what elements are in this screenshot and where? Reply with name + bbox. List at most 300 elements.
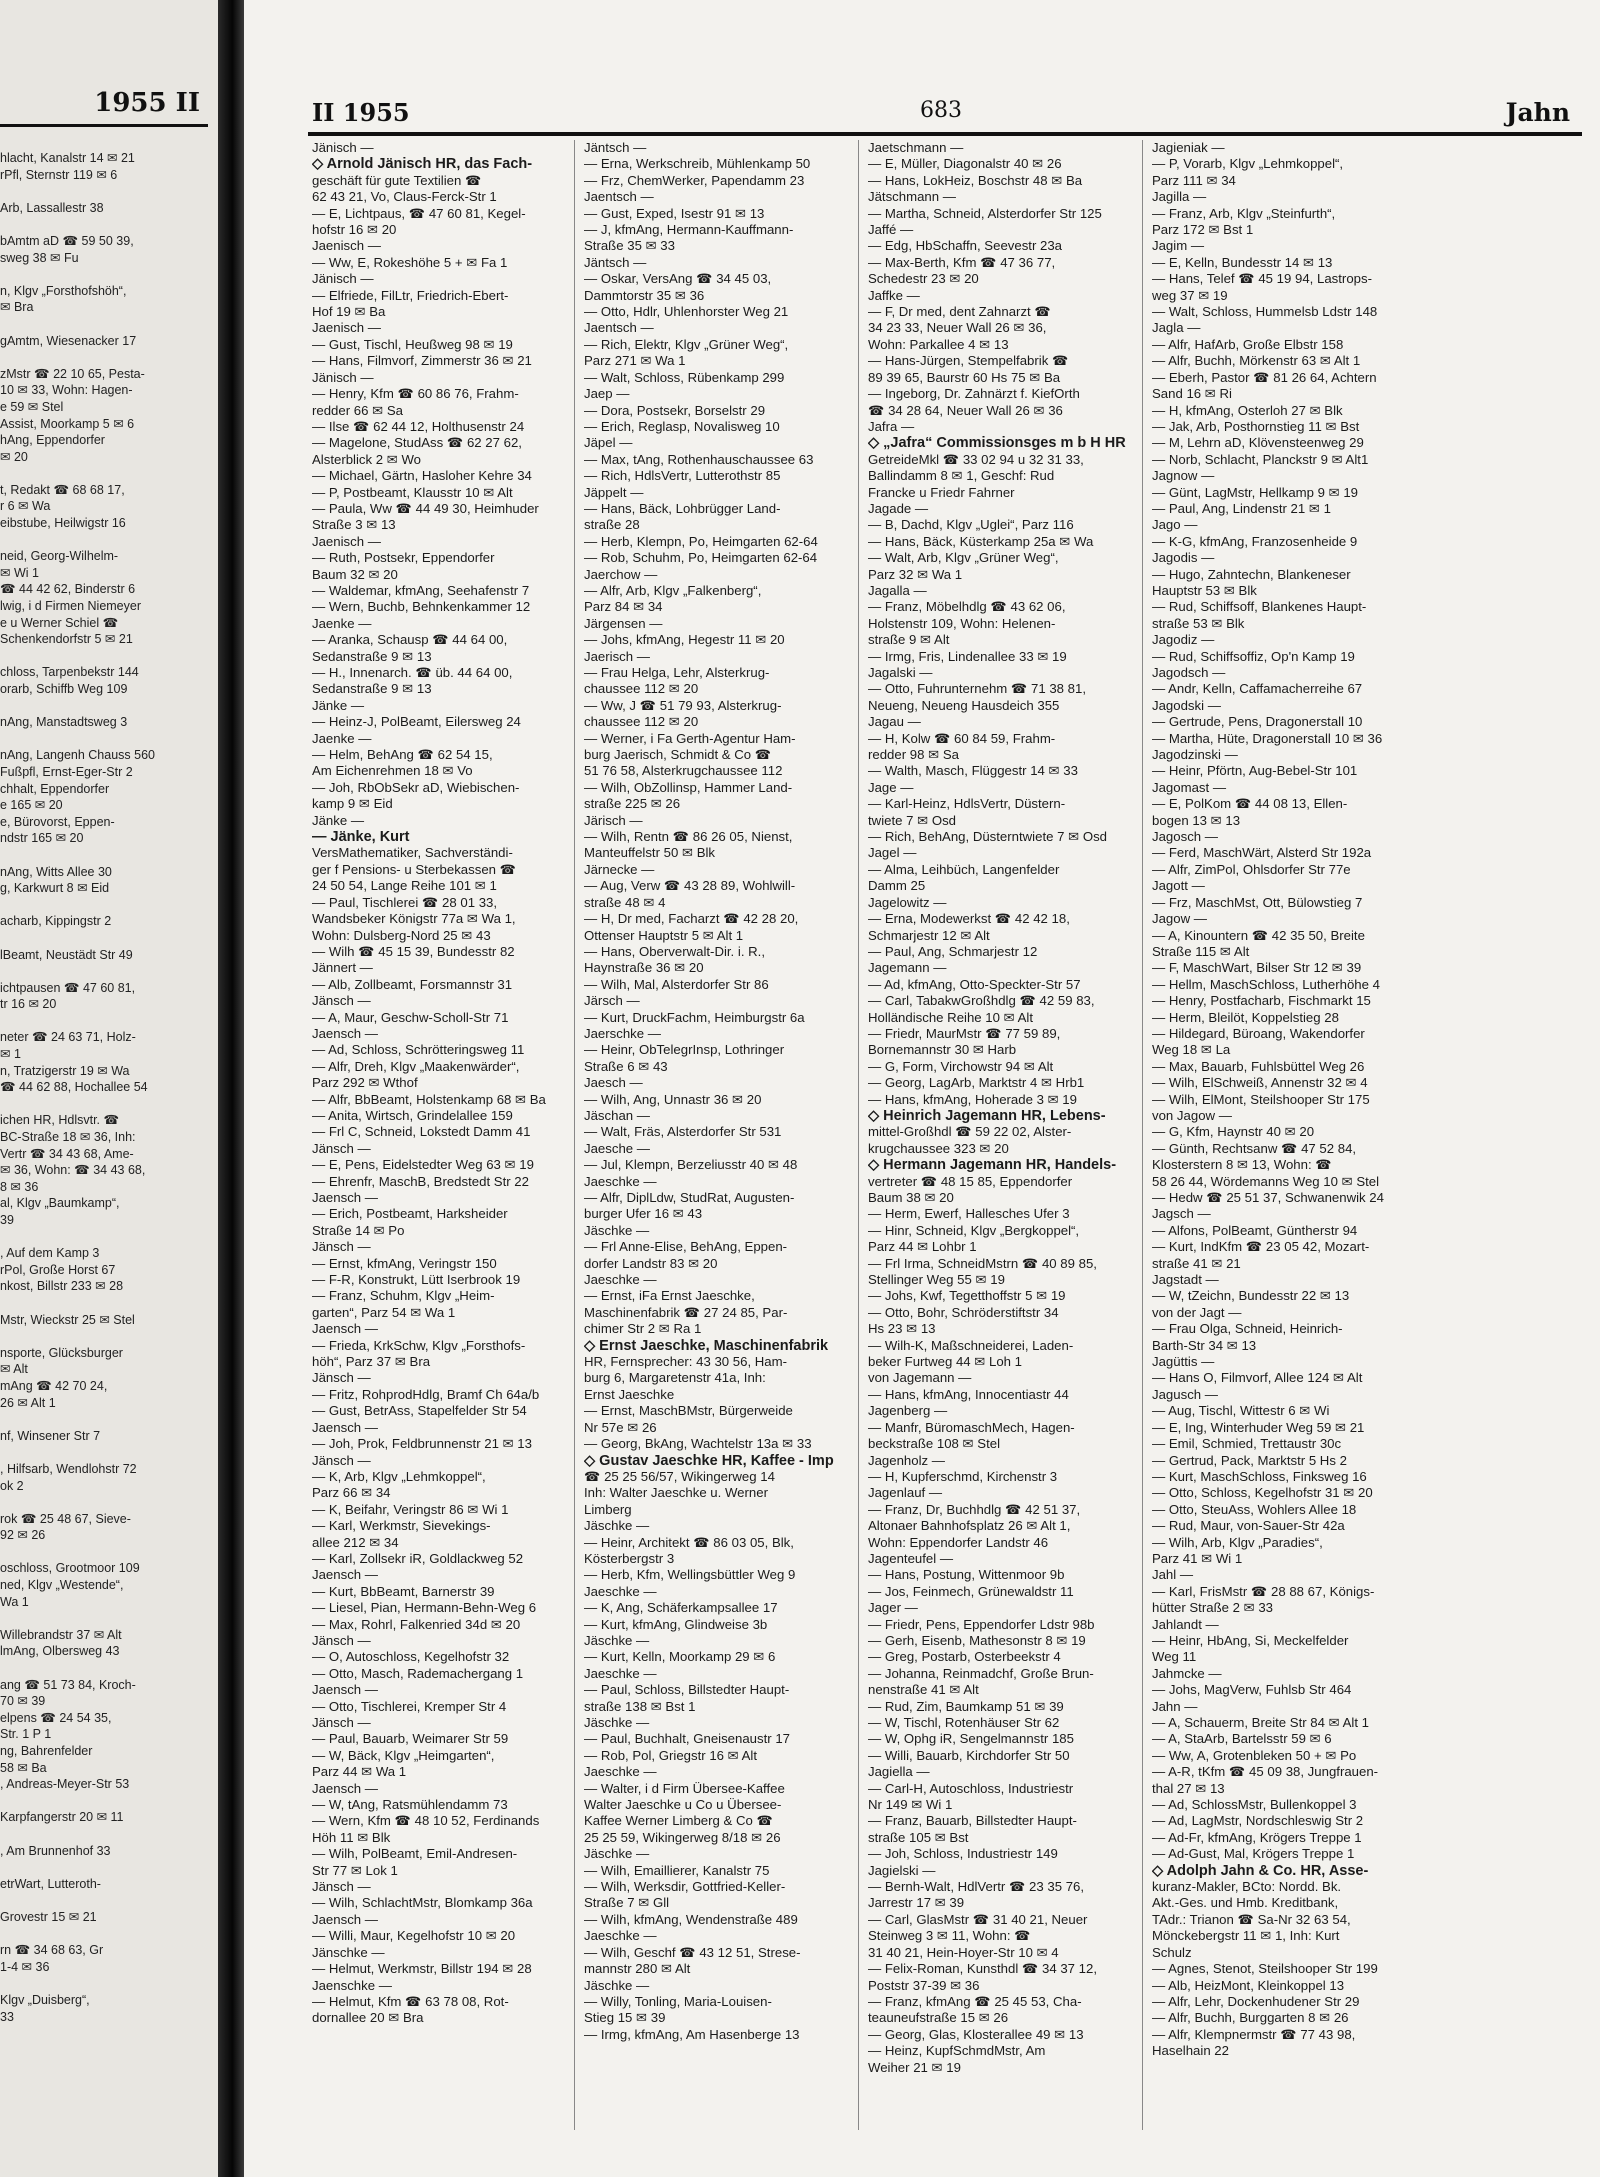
directory-entry-line: Parz 44 ✉ Wa 1	[312, 1764, 407, 1780]
directory-entry-line: burg 6, Margaretenstr 41a, Inh:	[584, 1370, 766, 1386]
directory-entry-line: Jänsch —	[312, 1715, 371, 1730]
directory-entry-line: Jätschmann —	[868, 189, 956, 205]
directory-entry-line: Järisch —	[584, 812, 643, 828]
directory-entry-line: — Felix-Roman, Kunsthdl ☎ 34 37 12,	[868, 1961, 1097, 1977]
directory-entry-line: — Alfr, Lehr, Dockenhudener Str 29	[1152, 1993, 1360, 2009]
directory-entry-line: beckstraße 108 ✉ Stel	[868, 1436, 1000, 1452]
directory-entry-line: — Ruth, Postsekr, Eppendorfer	[312, 550, 495, 566]
directory-entry-line: dorfer Landstr 83 ✉ 20	[584, 1255, 718, 1271]
directory-entry-line: nAng, Manstadtsweg 3	[0, 715, 128, 730]
directory-entry-line: — Otto, Bohr, Schröderstiftstr 34	[868, 1304, 1059, 1320]
directory-entry-line: VersMathematiker, Sachverständi-	[312, 845, 513, 861]
directory-entry-line: bAmtm aD ☎ 59 50 39,	[0, 233, 134, 248]
directory-entry-line: Hauptstr 53 ✉ Blk	[1152, 582, 1257, 598]
directory-entry-line: — Frau Helga, Lehr, Alsterkrug-	[584, 665, 770, 680]
directory-entry-line: von Jagow —	[1152, 1107, 1232, 1123]
directory-entry-line: 89 39 65, Baurstr 60 Hs 75 ✉ Ba	[868, 369, 1061, 385]
directory-entry-line: — Helmut, Kfm ☎ 63 78 08, Rot-	[312, 1993, 509, 2009]
directory-entry-line: rn ☎ 34 68 63, Gr	[0, 1943, 104, 1958]
directory-entry-line: — Hans-Jürgen, Stempelfabrik ☎	[868, 353, 1069, 369]
directory-entry-line: Jagusch —	[1152, 1386, 1218, 1402]
directory-entry-line: Järgensen —	[584, 615, 663, 631]
directory-entry-line: — Paul, Ang, Lindenstr 21 ✉ 1	[1152, 500, 1331, 516]
directory-entry-line: Jagel —	[868, 845, 917, 861]
directory-entry-line: Jänsch —	[312, 1452, 371, 1468]
directory-entry-line: Wa 1	[0, 1594, 29, 1609]
directory-entry-line: — Waldemar, kfmAng, Seehafenstr 7	[312, 582, 530, 598]
directory-entry-line: — Wilh, kfmAng, Wendenstraße 489	[584, 1911, 798, 1927]
directory-entry-line: Weg 11	[1152, 1649, 1197, 1665]
directory-entry-line: ☎ 25 25 56/57, Wikingerweg 14	[584, 1468, 775, 1484]
directory-entry-line: ger f Pensions- u Sterbekassen ☎	[312, 861, 517, 877]
directory-entry-line: — H, Kolw ☎ 60 84 59, Frahm-	[868, 730, 1056, 746]
directory-entry-line: — Max, Bauarb, Fuhlsbüttel Weg 26	[1152, 1058, 1365, 1074]
directory-entry-line: — Karl, FrisMstr ☎ 28 88 67, Königs-	[1152, 1583, 1375, 1599]
directory-entry-line: rPfl, Sternstr 119 ✉ 6	[0, 167, 118, 182]
directory-entry-line	[0, 1444, 212, 1461]
directory-entry-line	[0, 532, 212, 549]
directory-entry-line: tr 16 ✉ 20	[0, 997, 57, 1012]
page-number: 683	[920, 98, 962, 123]
directory-entry-line: — Wilh, ElSchweiß, Annenstr 32 ✉ 4	[1152, 1075, 1368, 1091]
directory-entry-line: — Andr, Kelln, Caffamacherreihe 67	[1152, 681, 1363, 697]
directory-entry-line: Ballindamm 8 ✉ 1, Geschf: Rud	[868, 468, 1055, 484]
directory-entry-line: — Jos, Feinmech, Grünewaldstr 11	[868, 1583, 1074, 1599]
directory-entry-line: — Wilh, Geschf ☎ 43 12 51, Strese-	[584, 1944, 801, 1960]
directory-entry-line: — Wilh, ObZollinsp, Hammer Land-	[584, 779, 793, 795]
column-divider	[574, 140, 575, 2130]
directory-entry-line: — Frl C, Schneid, Lokstedt Damm 41	[312, 1124, 531, 1140]
directory-entry-line: — Gust, Exped, Isestr 91 ✉ 13	[584, 205, 765, 221]
directory-entry-line: — Hans, kfmAng, Innocentiastr 44	[868, 1386, 1069, 1402]
directory-entry-line: Jänsch —	[312, 1879, 371, 1895]
directory-entry-line: — A-R, tKfm ☎ 45 09 38, Jungfrauen-	[1152, 1764, 1379, 1780]
directory-entry-line: Jagodsch —	[1152, 665, 1226, 680]
directory-entry-line: — Ad, kfmAng, Otto-Speckter-Str 57	[868, 976, 1081, 992]
directory-entry-line: — Franz, Dr, Buchhdlg ☎ 42 51 37,	[868, 1501, 1081, 1517]
directory-entry-line: — Karl-Heinz, HdlsVertr, Düstern-	[868, 796, 1066, 812]
directory-entry-line: — Heinz-J, PolBeamt, Eilersweg 24	[312, 714, 521, 730]
directory-entry-line: — Hellm, MaschSchloss, Lutherhöhe 4	[1152, 976, 1380, 992]
directory-entry-line: HR, Fernsprecher: 43 30 56, Ham-	[584, 1354, 788, 1370]
directory-entry-line: Jagemann —	[868, 960, 947, 976]
directory-entry-line: — Hans, kfmAng, Hoherade 3 ✉ 19	[868, 1091, 1077, 1107]
directory-entry-line: — Otto, Schloss, Kegelhofstr 31 ✉ 20	[1152, 1485, 1373, 1501]
directory-entry-line	[0, 1859, 212, 1876]
directory-entry-line: krugchaussee 323 ✉ 20	[868, 1140, 1009, 1156]
directory-entry-line: Karpfangerstr 20 ✉ 11	[0, 1810, 124, 1825]
directory-entry-line: Järnecke —	[584, 861, 655, 877]
directory-entry-line: — Frl Irma, SchneidMstrn ☎ 40 89 85,	[868, 1255, 1097, 1271]
directory-entry-line: — Ww, E, Rokeshöhe 5 + ✉ Fa 1	[312, 254, 508, 270]
directory-entry-line: 33	[0, 2009, 14, 2024]
directory-entry-line: Höh 11 ✉ Blk	[312, 1829, 391, 1845]
directory-entry-line: — Gust, BetrAss, Stapelfelder Str 54	[312, 1403, 527, 1419]
directory-entry-line: — Gertrude, Pens, Dragonerstall 10	[1152, 714, 1363, 730]
directory-entry-line: gAmtm, Wiesenacker 17	[0, 333, 137, 348]
directory-entry-line: Baum 38 ✉ 20	[868, 1190, 954, 1205]
directory-entry-line: Jagodski —	[1152, 697, 1221, 713]
directory-entry-line: straße 225 ✉ 26	[584, 796, 681, 812]
directory-entry-line: Jagiella —	[868, 1764, 930, 1780]
directory-entry-line: al, Klgv „Baumkamp“,	[0, 1196, 120, 1211]
directory-entry-line: — Hans, LokHeiz, Boschstr 48 ✉ Ba	[868, 172, 1083, 188]
directory-entry-line: — Alfons, PolBeamt, Güntherstr 94	[1152, 1222, 1358, 1238]
directory-entry-line: — Wern, Kfm ☎ 48 10 52, Ferdinands	[312, 1813, 540, 1829]
directory-entry-line: ✉ Alt	[0, 1362, 28, 1377]
directory-entry-line: — Paula, Ww ☎ 44 49 30, Heimhuder	[312, 500, 539, 516]
directory-entry-line: ◇ Adolph Jahn & Co. HR, Asse-	[1152, 1862, 1369, 1879]
directory-entry-line: — Kurt, IndKfm ☎ 23 05 42, Mozart-	[1152, 1239, 1370, 1255]
directory-entry-line: r 6 ✉ Wa	[0, 499, 51, 514]
directory-entry-line: Fußpfl, Ernst-Eger-Str 2	[0, 764, 133, 779]
directory-entry-line: — Johs, Kwf, Tegetthoffstr 5 ✉ 19	[868, 1288, 1066, 1304]
directory-entry-line: — Gerh, Eisenb, Mathesonstr 8 ✉ 19	[868, 1632, 1086, 1648]
directory-entry-line: — Ad-Gust, Mal, Krögers Treppe 1	[1152, 1846, 1355, 1862]
directory-entry-line	[0, 1013, 212, 1030]
directory-entry-line	[0, 1610, 212, 1627]
directory-entry-line: — Wilh, Emaillierer, Kanalstr 75	[584, 1862, 770, 1878]
directory-entry-line: — Hans, Telef ☎ 45 19 94, Lastrops-	[1152, 271, 1372, 287]
directory-entry-line: — Wilh ☎ 45 15 39, Bundesstr 82	[312, 943, 515, 959]
directory-entry-line: Sedanstraße 9 ✉ 13	[312, 648, 432, 664]
directory-entry-line: — Alfr, BbBeamt, Holstenkamp 68 ✉ Ba	[312, 1091, 546, 1107]
directory-entry-line: nsporte, Glücksburger	[0, 1345, 123, 1360]
directory-entry-line: — Alb, Zollbeamt, Forsmannstr 31	[312, 976, 513, 992]
directory-entry-line: Kaffee Werner Limberg & Co ☎	[584, 1813, 773, 1829]
directory-entry-line: , Hilfsarb, Wendlohstr 72	[0, 1461, 137, 1476]
directory-entry-line: — Ad-Fr, kfmAng, Krögers Treppe 1	[1152, 1829, 1362, 1845]
directory-entry-line: Bornemannstr 30 ✉ Harb	[868, 1042, 1017, 1058]
directory-entry-line: — Greg, Postarb, Osterbeekstr 4	[868, 1649, 1061, 1665]
directory-entry-line: Jaerchow —	[584, 566, 658, 582]
directory-entry-line: — Joh, Schloss, Industriestr 149	[868, 1846, 1058, 1862]
directory-entry-line: — Eberh, Pastor ☎ 81 26 64, Achtern	[1152, 369, 1377, 385]
directory-entry-line: — Hans, Oberverwalt-Dir. i. R.,	[584, 943, 765, 959]
directory-entry-line: ◇ „Jafra“ Commissionsges m b H HR	[868, 435, 1126, 452]
directory-entry-line: , Am Brunnenhof 33	[0, 1843, 111, 1858]
directory-entry-line: Stellinger Weg 55 ✉ 19	[868, 1272, 1005, 1288]
directory-entry-line: 24 50 54, Lange Reihe 101 ✉ 1	[312, 878, 497, 894]
directory-entry-line: Str 77 ✉ Lok 1	[312, 1862, 398, 1878]
directory-entry-line: e 59 ✉ Stel	[0, 399, 64, 414]
directory-column-3	[868, 140, 1136, 2076]
directory-entry-line: Jaep —	[584, 386, 630, 402]
directory-entry-line: — Ad, Schloss, Schrötteringsweg 11	[312, 1042, 525, 1058]
directory-entry-line: Haselhain 22	[1152, 2043, 1229, 2059]
directory-entry-line: Maschinenfabrik ☎ 27 24 85, Par-	[584, 1304, 788, 1320]
directory-entry-line: — O, Autoschloss, Kegelhofstr 32	[312, 1649, 510, 1665]
directory-entry-line: — Ww, J ☎ 51 79 93, Alsterkrug-	[584, 697, 782, 713]
directory-entry-line: Jäschke —	[584, 1518, 650, 1534]
directory-page	[244, 0, 1600, 2177]
directory-entry-line: e u Werner Schiel ☎	[0, 615, 119, 630]
directory-entry-line	[0, 930, 212, 947]
directory-entry-line: — E, Ing, Winterhuder Weg 59 ✉ 21	[1152, 1419, 1365, 1435]
directory-entry-line: — Alfr, ZimPol, Ohlsdorfer Str 77e	[1152, 861, 1351, 877]
directory-entry-line: — Ingeborg, Dr. Zahnärzt f. KiefOrth	[868, 386, 1080, 402]
directory-entry-line: — P, Vorarb, Klgv „Lehmkoppel“,	[1152, 156, 1344, 172]
directory-entry-line: — Georg, Glas, Klosterallee 49 ✉ 13	[868, 2026, 1084, 2042]
volume-year: II 1955	[312, 98, 410, 127]
directory-entry-line: Klosterstern 8 ✉ 13, Wohn: ☎	[1152, 1157, 1332, 1173]
directory-entry-line: — Herb, Kfm, Wellingsbüttler Weg 9	[584, 1567, 796, 1583]
directory-entry-line: Holländische Reihe 10 ✉ Alt	[868, 1009, 1033, 1025]
directory-entry-line: ◇ Arnold Jänisch HR, das Fach-	[312, 156, 533, 173]
directory-entry-line: Jäschke —	[584, 1846, 650, 1862]
directory-entry-line: — Günt, LagMstr, Hellkamp 9 ✉ 19	[1152, 484, 1359, 500]
directory-entry-line	[0, 1328, 212, 1345]
directory-entry-line: 25 25 59, Wikingerweg 8/18 ✉ 26	[584, 1829, 781, 1845]
directory-entry-line: — Walt, Schloss, Rübenkamp 299	[584, 369, 785, 385]
directory-entry-line: — Wilh, Mal, Alsterdorfer Str 86	[584, 976, 769, 992]
directory-entry-line: Jänsch —	[312, 1239, 371, 1255]
directory-entry-line: — Kurt, MaschSchloss, Finksweg 16	[1152, 1468, 1367, 1484]
directory-entry-line: Parz 32 ✉ Wa 1	[868, 566, 963, 582]
directory-entry-line: — Jak, Arb, Posthornstieg 11 ✉ Bst	[1152, 418, 1360, 434]
directory-entry-line: — Herm, Bleilöt, Koppelstieg 28	[1152, 1009, 1339, 1025]
directory-entry-line: ☎ 44 42 62, Binderstr 6	[0, 582, 136, 597]
directory-entry-line	[0, 897, 212, 914]
directory-entry-line: — Wilh-K, Maßschneiderei, Laden-	[868, 1337, 1074, 1353]
directory-entry-line: 10 ✉ 33, Wohn: Hagen-	[0, 383, 133, 398]
directory-entry-line: Limberg	[584, 1501, 632, 1517]
directory-entry-line: nAng, Witts Allee 30	[0, 864, 112, 879]
book-spine	[218, 0, 244, 2177]
directory-entry-line	[0, 1494, 212, 1511]
directory-entry-line: — Alfr, Dreh, Klgv „Maakenwärder“,	[312, 1058, 520, 1074]
directory-entry-line: Jagow —	[1152, 911, 1207, 927]
directory-entry-line: Jäppelt —	[584, 484, 644, 500]
directory-entry-line: Parz 41 ✉ Wi 1	[1152, 1550, 1243, 1566]
directory-entry-line: chimer Str 2 ✉ Ra 1	[584, 1321, 702, 1337]
directory-entry-line: — M, Lehrn aD, Klövensteenweg 29	[1152, 435, 1364, 451]
directory-entry-line: — Walter, i d Firm Übersee-Kaffee	[584, 1780, 785, 1796]
directory-entry-line: Jaeschke —	[584, 1928, 657, 1944]
directory-entry-line: — Alfr, Buchh, Burggarten 8 ✉ 26	[1152, 2010, 1349, 2026]
directory-entry-line: — Kurt, Kelln, Moorkamp 29 ✉ 6	[584, 1649, 776, 1665]
directory-entry-line	[0, 1411, 212, 1428]
directory-entry-line: Weiher 21 ✉ 19	[868, 2059, 961, 2075]
directory-entry-line: Jagstadt —	[1152, 1272, 1219, 1288]
directory-entry-line: — Heinz, KupfSchmdMstr, Am	[868, 2043, 1046, 2059]
directory-entry-line: Jäntsch —	[584, 254, 647, 270]
directory-entry-line: Straße 35 ✉ 33	[584, 238, 675, 254]
directory-entry-line: 26 ✉ Alt 1	[0, 1395, 56, 1410]
directory-entry-line: allee 212 ✉ 34	[312, 1534, 399, 1550]
directory-entry-line: — Alfr, HafArb, Große Elbstr 158	[1152, 336, 1344, 352]
directory-entry-line: — Max-Berth, Kfm ☎ 47 36 77,	[868, 254, 1056, 270]
directory-entry-line: — Heinr, Architekt ☎ 86 03 05, Blk,	[584, 1534, 794, 1550]
directory-entry-line: — Franz, kfmAng ☎ 25 45 53, Cha-	[868, 1993, 1082, 2009]
directory-entry-line: Grovestr 15 ✉ 21	[0, 1909, 97, 1924]
directory-entry-line: — Rud, Maur, von-Sauer-Str 42a	[1152, 1518, 1345, 1534]
directory-entry-line: geschäft für gute Textilien ☎	[312, 172, 482, 188]
directory-entry-line: — Ernst, kfmAng, Veringstr 150	[312, 1255, 497, 1271]
directory-entry-line: Jänke —	[312, 697, 365, 713]
directory-entry-line: — Martha, Schneid, Alsterdorfer Str 125	[868, 205, 1102, 221]
directory-entry-line: Wandsbeker Königstr 77a ✉ Wa 1,	[312, 911, 516, 927]
directory-entry-line: 34 23 33, Neuer Wall 26 ✉ 36,	[868, 320, 1047, 336]
directory-entry-line: — Erich, Reglasp, Novalisweg 10	[584, 418, 780, 434]
directory-entry-line: — Hildegard, Büroang, Wakendorfer	[1152, 1025, 1365, 1041]
directory-entry-line	[0, 1793, 212, 1810]
directory-entry-line: Jaffke —	[868, 287, 920, 303]
directory-entry-line: Straße 3 ✉ 13	[312, 517, 396, 533]
directory-entry-line: — Ww, A, Grotenbleken 50 + ✉ Po	[1152, 1747, 1357, 1763]
directory-entry-line: GetreideMkl ☎ 33 02 94 u 32 31 33,	[868, 451, 1084, 467]
directory-entry-line: — Alfr, Klempnermstr ☎ 77 43 98,	[1152, 2026, 1356, 2042]
directory-entry-line: 70 ✉ 39	[0, 1694, 46, 1709]
directory-entry-line: — W, tAng, Ratsmühlendamm 73	[312, 1797, 508, 1813]
directory-entry-line: — Karl, Werkmstr, Sievekings-	[312, 1518, 491, 1534]
directory-entry-line: — G, Kfm, Haynstr 40 ✉ 20	[1152, 1124, 1315, 1140]
left-page-fragment	[0, 0, 218, 2177]
directory-entry-line: — Henry, Kfm ☎ 60 86 76, Frahm-	[312, 386, 519, 402]
directory-entry-line	[0, 731, 212, 748]
directory-entry-line: — Walth, Masch, Flüggestr 14 ✉ 33	[868, 763, 1078, 779]
directory-entry-line: — Elfriede, FilLtr, Friedrich-Ebert-	[312, 287, 509, 303]
directory-entry-line: — Willy, Tonling, Maria-Louisen-	[584, 1993, 772, 2009]
directory-entry-line: Vertr ☎ 34 43 68, Ame-	[0, 1146, 134, 1161]
directory-entry-line: Jaetschmann —	[868, 140, 964, 155]
directory-entry-line: Jagilla —	[1152, 189, 1207, 205]
directory-entry-line: — Herm, Ewerf, Hallesches Ufer 3	[868, 1206, 1070, 1222]
directory-entry-line: Jännert —	[312, 960, 373, 976]
directory-entry-line: mannstr 280 ✉ Alt	[584, 1961, 691, 1977]
directory-entry-line: — A, Maur, Geschw-Scholl-Str 71	[312, 1009, 509, 1025]
directory-entry-line: Schmarjestr 12 ✉ Alt	[868, 927, 990, 943]
directory-entry-line: — W, Tischl, Rotenhäuser Str 62	[868, 1715, 1060, 1730]
directory-entry-line: — W, Bäck, Klgv „Heimgarten“,	[312, 1747, 495, 1763]
directory-entry-line: Jäschan —	[584, 1107, 650, 1123]
directory-entry-line: Klgv „Duisberg“,	[0, 1992, 90, 2007]
directory-entry-line: — Hans O, Filmvorf, Allee 124 ✉ Alt	[1152, 1370, 1363, 1386]
directory-entry-line: — Rud, Schiffsoffiz, Op'n Kamp 19	[1152, 648, 1355, 664]
directory-entry-line: — Carl-H, Autoschloss, Industriestr	[868, 1780, 1074, 1796]
directory-entry-line: Jagade —	[868, 500, 929, 516]
directory-entry-line: kuranz-Makler, BCto: Nordd. Bk.	[1152, 1879, 1342, 1895]
directory-entry-line: Str. 1 P 1	[0, 1727, 52, 1742]
left-header-rule	[0, 124, 208, 127]
directory-entry-line: — Rob, Pol, Griegstr 16 ✉ Alt	[584, 1747, 758, 1763]
directory-entry-line: Nr 57e ✉ 26	[584, 1419, 657, 1435]
directory-entry-line: ndstr 165 ✉ 20	[0, 831, 84, 846]
directory-entry-line: Jaentsch —	[584, 189, 654, 205]
directory-entry-line: — Ilse ☎ 62 44 12, Holthusenstr 24	[312, 418, 525, 434]
directory-entry-line: Jaeschke —	[584, 1173, 657, 1189]
directory-entry-line: — Aug, Tischl, Wittestr 6 ✉ Wi	[1152, 1403, 1330, 1419]
directory-entry-line: Jäschke —	[584, 1977, 650, 1993]
directory-entry-line: etrWart, Lutteroth-	[0, 1876, 101, 1891]
directory-entry-line: — Liesel, Pian, Hermann-Behn-Weg 6	[312, 1600, 537, 1616]
directory-entry-line: Järsch —	[584, 993, 640, 1009]
directory-entry-line: Jaensch —	[312, 1321, 378, 1337]
directory-entry-line: Hs 23 ✉ 13	[868, 1321, 936, 1337]
directory-entry-line: — Wilh, Ang, Unnastr 36 ✉ 20	[584, 1091, 762, 1107]
directory-entry-line: 92 ✉ 26	[0, 1528, 46, 1543]
directory-entry-line: — Heinr, ObTelegrInsp, Lothringer	[584, 1042, 785, 1058]
directory-entry-line: — Aranka, Schausp ☎ 44 64 00,	[312, 632, 508, 648]
directory-entry-line: — Wilh, Rentn ☎ 86 26 05, Nienst,	[584, 829, 793, 845]
directory-entry-line: Jahl —	[1152, 1567, 1194, 1583]
directory-entry-line: — H, Kupferschmd, Kirchenstr 3	[868, 1468, 1058, 1484]
directory-entry-line: 31 40 21, Hein-Hoyer-Str 10 ✉ 4	[868, 1944, 1059, 1960]
directory-entry-line: acharb, Kippingstr 2	[0, 914, 112, 929]
directory-entry-line: , Auf dem Kamp 3	[0, 1246, 100, 1261]
directory-entry-line: — Ehrenfr, MaschB, Bredstedt Str 22	[312, 1173, 529, 1189]
directory-entry-line: — Werner, i Fa Gerth-Agentur Ham-	[584, 730, 796, 746]
directory-entry-line: Jagenberg —	[868, 1403, 948, 1419]
directory-entry-line	[0, 183, 212, 200]
directory-entry-line: neid, Georg-Wilhelm-	[0, 549, 119, 564]
directory-entry-line: Straße 115 ✉ Alt	[1152, 943, 1250, 959]
directory-entry-line: redder 98 ✉ Sa	[868, 747, 959, 763]
directory-entry-line	[0, 1660, 212, 1677]
directory-entry-line: Jaensch —	[312, 1682, 378, 1698]
directory-entry-line: sweg 38 ✉ Fu	[0, 250, 79, 265]
directory-entry-line: — Norb, Schlacht, Planckstr 9 ✉ Alt1	[1152, 451, 1369, 467]
directory-entry-line: Barth-Str 34 ✉ 13	[1152, 1337, 1257, 1353]
directory-entry-line: — Paul, Schloss, Billstedter Haupt-	[584, 1682, 790, 1698]
directory-entry-line: — Herb, Klempn, Po, Heimgarten 62-64	[584, 533, 818, 549]
directory-entry-line	[0, 1096, 212, 1113]
directory-entry-line: n, Klgv „Forsthofshöh“,	[0, 283, 127, 298]
directory-entry-line: — P, Postbeamt, Klausstr 10 ✉ Alt	[312, 484, 513, 500]
directory-entry-line: Assist, Moorkamp 5 ✉ 6	[0, 416, 135, 431]
directory-entry-line: Jagenteufel —	[868, 1550, 954, 1566]
directory-entry-line: Schenkendorfstr 5 ✉ 21	[0, 632, 133, 647]
directory-entry-line: — Otto, Tischlerei, Kremper Str 4	[312, 1698, 507, 1714]
directory-entry-line: Dammtorstr 35 ✉ 36	[584, 287, 705, 303]
directory-entry-line: Jahlandt —	[1152, 1616, 1219, 1632]
directory-entry-line: — Paul, Ang, Schmarjestr 12	[868, 943, 1038, 959]
directory-entry-line: — Hans, Postung, Wittenmoor 9b	[868, 1567, 1065, 1583]
directory-entry-line: — Rich, Elektr, Klgv „Grüner Weg“,	[584, 336, 789, 352]
directory-entry-line	[0, 1892, 212, 1909]
directory-entry-line: — B, Dachd, Klgv „Uglei“, Parz 116	[868, 517, 1074, 533]
directory-entry-line: — Ad, SchlossMstr, Bullenkoppel 3	[1152, 1797, 1357, 1813]
directory-entry-line: 51 76 58, Alsterkrugchaussee 112	[584, 763, 783, 779]
directory-entry-line: lwig, i d Firmen Niemeyer	[0, 599, 142, 614]
directory-entry-line: Jagodis —	[1152, 550, 1215, 566]
directory-entry-line: — E, Lichtpaus, ☎ 47 60 81, Kegel-	[312, 205, 526, 221]
directory-entry-line: — Dora, Postsekr, Borselstr 29	[584, 402, 766, 418]
directory-entry-line: ✉ Wi 1	[0, 565, 39, 580]
directory-entry-line: Am Eichenrehmen 18 ✉ Vo	[312, 763, 473, 779]
directory-entry-line: Wohn: Parkallee 4 ✉ 13	[868, 336, 1009, 352]
directory-entry-line: Jaerisch —	[584, 648, 650, 664]
directory-entry-line: Jaffé —	[868, 222, 914, 238]
directory-entry-line: — Kurt, kfmAng, Glindweise 3b	[584, 1616, 768, 1632]
directory-entry-line: Wohn: Eppendorfer Landstr 46	[868, 1534, 1049, 1550]
directory-entry-line: Sand 16 ✉ Ri	[1152, 386, 1232, 402]
directory-entry-line: — Franz, Möbelhdlg ☎ 43 62 06,	[868, 599, 1066, 615]
directory-entry-line: Arb, Lassallestr 38	[0, 200, 104, 215]
directory-entry-line: Jaesch —	[584, 1075, 643, 1091]
directory-entry-line: Jänsch —	[312, 1632, 371, 1648]
directory-entry-line: ✉ 20	[0, 449, 28, 464]
running-head: Jahn	[1505, 98, 1570, 127]
directory-entry-line: — Max, Rohrl, Falkenried 34d ✉ 20	[312, 1616, 521, 1632]
directory-entry-line: Jagodiz —	[1152, 632, 1215, 648]
directory-entry-line: — Franz, Arb, Klgv „Steinfurth“,	[1152, 205, 1336, 221]
directory-entry-line: — Fritz, RohprodHdlg, Bramf Ch 64a/b	[312, 1386, 540, 1402]
directory-entry-line	[0, 316, 212, 333]
directory-entry-line: ☎ 34 28 64, Neuer Wall 26 ✉ 36	[868, 402, 1063, 418]
directory-entry-line: ned, Klgv „Westende“,	[0, 1578, 124, 1593]
directory-entry-line: n, Tratzigerstr 19 ✉ Wa	[0, 1063, 130, 1078]
